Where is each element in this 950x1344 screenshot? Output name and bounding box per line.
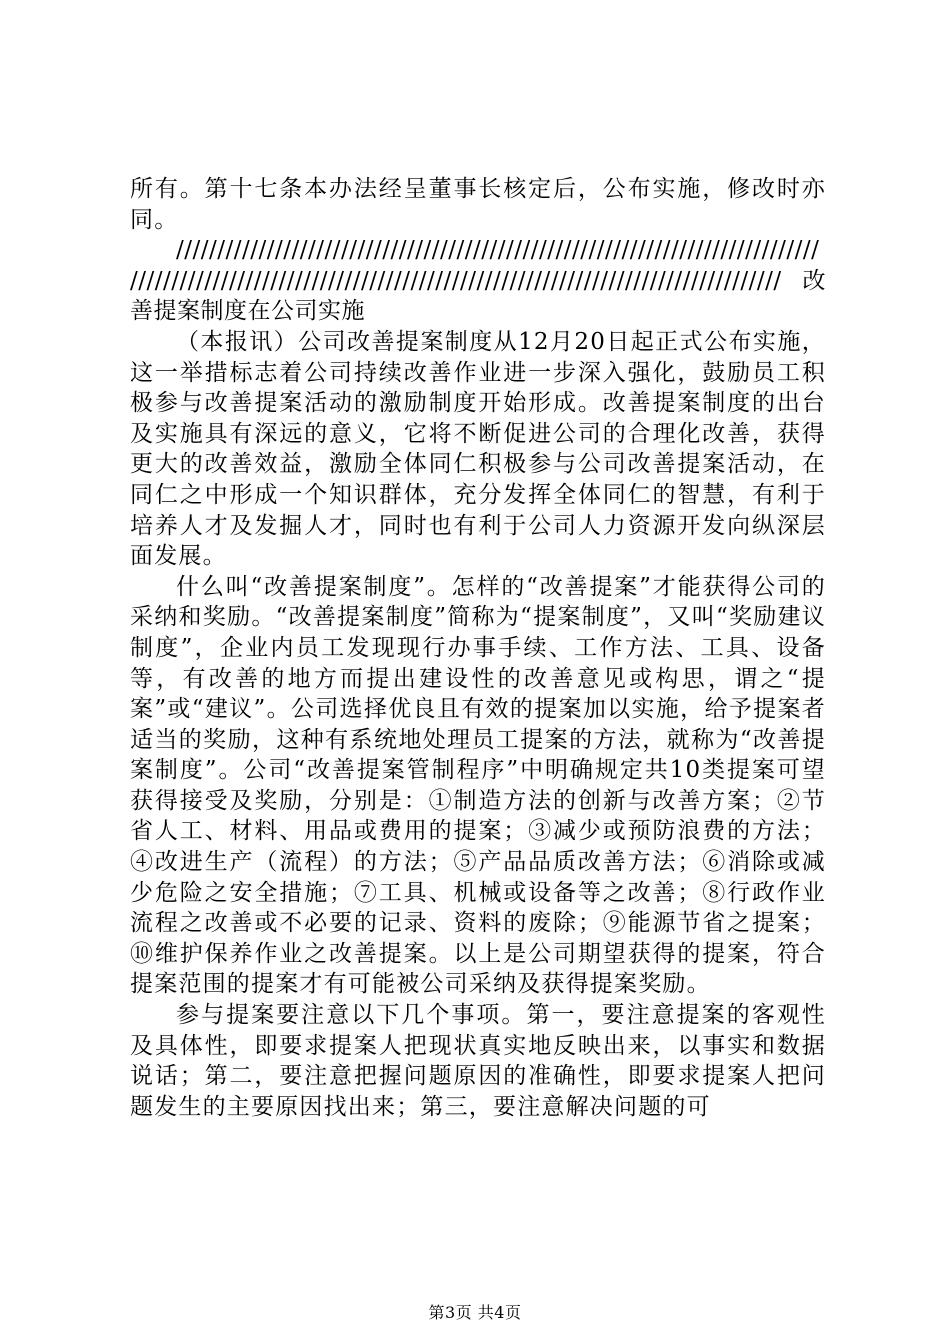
paragraph-closing-clause: 所有。第十七条本办法经呈董事长核定后，公布实施，修改时亦同。: [130, 176, 826, 233]
paragraph-separator-and-headline: /////////////////////////////////////////////////////////////////////////////////////////////////////////////////////////////////////////////////////////////改善提案制度在公司实施: [130, 237, 826, 325]
paragraph-notes: 参与提案要注意以下几个事项。第一，要注意提案的客观性及具体性，即要求提案人把现状真实地反映出来，以事实和数据说话；第二，要注意把握问题原因的准确性，即要求提案人把问题发生的主要原因找出来；第三，要注意解决问题的可: [130, 1002, 826, 1120]
page-number-label: 第3页 共4页: [428, 1303, 522, 1322]
document-body: [130, 174, 826, 1122]
paragraph-definition: 什么叫“改善提案制度”。怎样的“改善提案”才能获得公司的采纳和奖励。“改善提案制度”简称为“提案制度”，又叫“奖励建议制度”，企业内员工发现现行办事手续、工作方法、工具、设备等，有改善的地方而提出建设性的改善意见或构思，谓之“提案”或“建议”。公司选择优良且有效的提案加以实施，给予提案者适当的奖励，这种有系统地处理员工提案的方法，就称为“改善提案制度”。公司“改善提案管制程序”中明确规定共10类提案可望获得接受及奖励，分别是：①制造方法的创新与改善方案；②节省人工、材料、用品或费用的提案；③减少或预防浪费的方法；④改进生产（流程）的方法；⑤产品品质改善方法；⑥消除或减少危险之安全措施；⑦工具、机械或设备等之改善；⑧行政作业流程之改善或不必要的记录、资料的废除；⑨能源节省之提案；⑩维护保养作业之改善提案。以上是公司期望获得的提案，符合提案范围的提案才有可能被公司采纳及获得提案奖励。: [130, 573, 826, 998]
paragraph-news-intro: （本报讯）公司改善提案制度从12月20日起正式公布实施，这一举措标志着公司持续改善作业进一步深入强化，鼓励员工积极参与改善提案活动的激励制度开始形成。改善提案制度的出台及实施具有深远的意义，它将不断促进公司的合理化改善，获得更大的改善效益，激励全体同仁积极参与公司改善提案活动，在同仁之中形成一个知识群体，充分发挥全体同仁的智慧，有利于培养人才及发掘人才，同时也有利于公司人力资源开发向纵深层面发展。: [130, 328, 826, 570]
page-footer: [0, 1300, 950, 1323]
